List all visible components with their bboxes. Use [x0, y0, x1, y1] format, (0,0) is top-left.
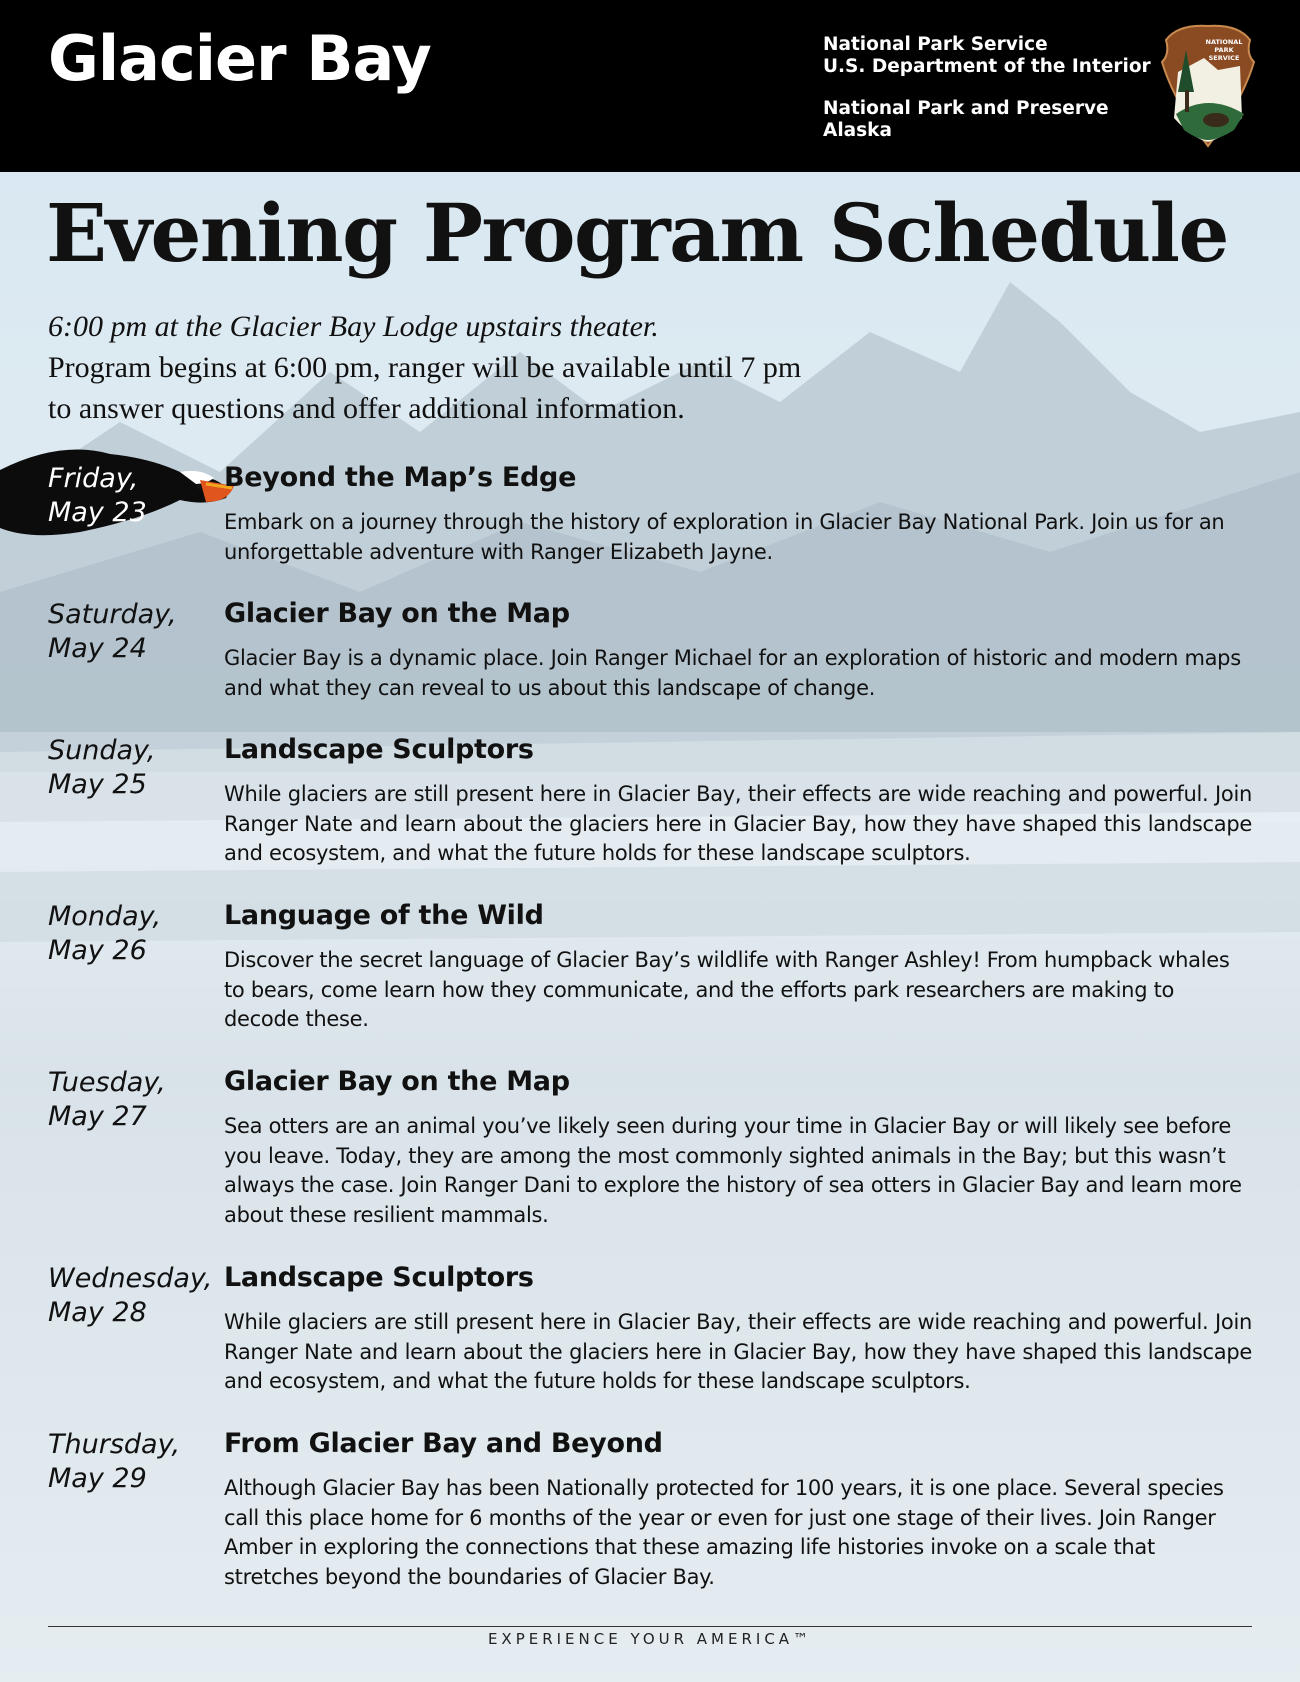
footer-divider	[48, 1626, 1252, 1627]
day-name: Sunday,	[48, 735, 156, 766]
logo-text-line-2: PARK	[1214, 46, 1234, 54]
program-day	[48, 1262, 212, 1330]
department-name: U.S. Department of the Interior	[823, 56, 1151, 77]
logo-text-line-3: SERVICE	[1208, 54, 1240, 62]
program-day	[48, 1066, 166, 1134]
program-title: Beyond the Map’s Edge	[224, 462, 577, 493]
agency-block	[823, 34, 1151, 142]
program-day	[48, 462, 147, 530]
program-day	[48, 734, 156, 802]
unit-type: National Park and Preserve	[823, 98, 1109, 119]
day-name: Saturday,	[48, 599, 177, 630]
day-date: May 23	[48, 497, 147, 528]
program-description: Although Glacier Bay has been Nationally protected for 100 years, it is one place. Several species call this place home for 6 months of the year or even for just one stage of their lives. Join Ranger Amber in exploring the connections that these amazing life histories invoke on a scale that stretches beyond the boundaries of Glacier Bay.	[224, 1476, 1224, 1589]
program-title: Landscape Sculptors	[224, 734, 534, 765]
program-description: While glaciers are still present here in Glacier Bay, their effects are wide reaching and powerful. Join Ranger Nate and learn about the glaciers here in Glacier Bay, how they have shaped this landscape and ecosystem, and what the future holds for these landscape sculptors.	[224, 1310, 1252, 1393]
day-date: May 25	[48, 769, 147, 800]
intro-location: 6:00 pm at the Glacier Bay Lodge upstairs theater.	[48, 310, 659, 343]
program-title: Landscape Sculptors	[224, 1262, 534, 1293]
program-description: Discover the secret language of Glacier Bay’s wildlife with Ranger Ashley! From humpback whales to bears, come learn how they communicate, and the efforts park researchers are making to decode these.	[224, 948, 1230, 1031]
park-name: Glacier Bay	[48, 22, 431, 95]
header-bar	[0, 0, 1300, 172]
day-name: Monday,	[48, 901, 162, 932]
program-day	[48, 900, 161, 968]
day-name: Tuesday,	[48, 1067, 166, 1098]
program-title: Language of the Wild	[224, 900, 544, 931]
program-title: Glacier Bay on the Map	[224, 1066, 570, 1097]
day-date: May 27	[48, 1101, 147, 1132]
day-date: May 29	[48, 1463, 147, 1494]
program-title: From Glacier Bay and Beyond	[224, 1428, 663, 1459]
intro-line-1: Program begins at 6:00 pm, ranger will be available until 7 pm	[48, 351, 802, 384]
intro-line-2: to answer questions and offer additional information.	[48, 392, 685, 425]
program-description: Embark on a journey through the history of exploration in Glacier Bay National Park. Join us for an unforgettable adventure with Ranger Elizabeth Jayne.	[224, 510, 1225, 564]
program-day	[48, 598, 177, 666]
program-description: Glacier Bay is a dynamic place. Join Ranger Michael for an exploration of historic and modern maps and what they can reveal to us about this landscape of change.	[224, 646, 1241, 700]
nps-arrowhead-logo	[1158, 22, 1258, 150]
program-description: While glaciers are still present here in Glacier Bay, their effects are wide reaching and powerful. Join Ranger Nate and learn about the glaciers here in Glacier Bay, how they have shaped this landscape and ecosystem, and what the future holds for these landscape sculptors.	[224, 782, 1252, 865]
unit-state: Alaska	[823, 120, 892, 141]
logo-text-line-1: NATIONAL	[1205, 38, 1243, 46]
program-title: Glacier Bay on the Map	[224, 598, 570, 629]
day-name: Thursday,	[48, 1429, 181, 1460]
page-title: Evening Program Schedule	[46, 186, 1228, 280]
footer-tagline: EXPERIENCE YOUR AMERICA™	[487, 1630, 813, 1648]
day-date: May 26	[48, 935, 147, 966]
intro-text	[48, 306, 801, 429]
program-day	[48, 1428, 180, 1496]
day-name: Wednesday,	[48, 1263, 213, 1294]
program-description: Sea otters are an animal you’ve likely seen during your time in Glacier Bay or will likely see before you leave. Today, they are among the most commonly sighted animals in the Bay; but this wasn’t always the case. Join Ranger Dani to explore the history of sea otters in Glacier Bay and learn more about these resilient mammals.	[224, 1114, 1242, 1227]
day-date: May 24	[48, 633, 147, 664]
day-name: Friday,	[48, 463, 139, 494]
agency-name: National Park Service	[823, 34, 1048, 55]
day-date: May 28	[48, 1297, 147, 1328]
